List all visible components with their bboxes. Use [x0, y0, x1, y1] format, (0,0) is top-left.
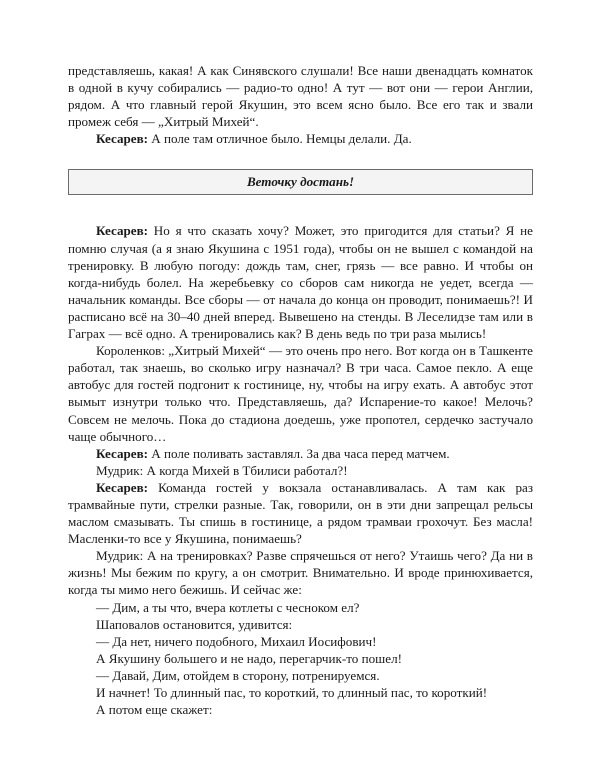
dialogue-paragraph — [68, 445, 533, 462]
paragraph-text: Шаповалов остановится, удивится: — [96, 616, 293, 632]
speaker-label: Кесарев: — [96, 445, 149, 461]
dialogue-paragraph — [68, 599, 533, 616]
dialogue-paragraph — [68, 479, 533, 547]
dialogue-line — [68, 701, 533, 718]
paragraph-text: А поле поливать заставлял. За два часа перед матчем. — [148, 445, 450, 461]
speaker-label: Кесарев: — [96, 223, 149, 239]
paragraph-text: А когда Михей в Тбилиси работал?! — [143, 462, 348, 478]
narration-line — [68, 684, 533, 701]
dialogue-paragraph — [68, 547, 533, 598]
section-heading: Веточку достань! — [68, 169, 533, 195]
dialogue-paragraph — [68, 616, 533, 633]
dialogue-line — [68, 633, 533, 650]
paragraph-text: А поле там отличное было. Немцы делали. Да. — [148, 131, 412, 147]
dialogue-paragraph — [68, 342, 533, 445]
paragraph-text: А на тренировках? Разве спрячешься от него? Утаишь чего? Да ни в жизнь! Мы бежим по кругу, а он смотрит. Внимательно. И вроде принюхивается, когда ты мимо него бежишь. И сейчас же: — [68, 548, 533, 598]
spacer-above-heading — [68, 147, 533, 169]
speaker-label: Кесарев: — [96, 479, 149, 495]
text-column — [68, 62, 533, 718]
dialogue-paragraph — [68, 462, 533, 479]
spacer-below-heading — [68, 195, 533, 222]
speaker-label: Кесарев: — [96, 131, 149, 147]
paragraph-text: А Якушину большего и не надо, перегарчик-то пошел! — [96, 650, 402, 666]
paragraph-text: И начнет! То длинный пас, то короткий, то длинный пас, то короткий! — [96, 685, 488, 700]
dialogue-paragraph — [68, 222, 533, 342]
paragraph-text: А потом еще скажет: — [96, 702, 213, 718]
dialogue-paragraph — [68, 130, 533, 147]
paragraph-text: „Хитрый Михей“ — это очень про него. Вот когда он в Ташкенте работал, так знаешь, во сколько игру назначал? В три часа. Самое пекло. А еще автобус для гостей подгонит к гостинице, ну, чтобы на игру ехать. А автобус этот вымыт изнутри только что. Представляешь, да? Испарение-то какое! Мелочь? Совсем не мелочь. Пока до стадиона доедешь, уже пропотел, сердечко застучало чаще обычного… — [68, 343, 533, 444]
paragraph-text: — Да нет, ничего подобного, Михаил Иосифович! — [96, 633, 377, 649]
speaker-label: Мудрик: — [96, 462, 144, 478]
paragraph-text: — Дим, а ты что, вчера котлеты с чесноком ел? — [96, 599, 360, 615]
dialogue-line — [68, 667, 533, 684]
paragraph-text: Команда гостей у вокзала останавливалась. А там как раз трамвайные пути, стрелки разные. Так, говорили, он в эти дни запрещал рельсы маслом смазывать. Ты спишь в гостинице, а рядом трамваи грохочут. Без масла! Масленки-то все у Якушина, понимаешь? — [68, 479, 533, 547]
paragraph-text: представляешь, какая! А как Синявского слушали! Все наши двенадцать комнаток в одной в кучу собирались — радио-то одно! А тут — вот они — герои Англии, рядом. А что главный герой Якушин, это всем ясно было. Все его так и звали промеж себя — „Хитрый Михей“. — [68, 63, 533, 130]
paragraph-continuation — [68, 62, 533, 130]
narration-line — [68, 650, 533, 667]
paragraph-text: Но я что сказать хочу? Может, это пригодится для статьи? Я не помню случая (а я знаю Якушина с 1951 года), чтобы он не вышел с командой на тренировку. В любую погоду: дождь там, снег, грязь — все равно. И чтобы он когда-нибудь болел. На жеребьевку со сборов сам никогда не уедет, всегда — начальник команды. Все сборы — от начала до конца он проводит, понимаешь?! И расписано всё на 30–40 дней вперед. Вывешено на стенды. В Леселидзе там или в Гаграх — всё одно. А тренировались как? В день ведь по три раза мылись! — [68, 223, 533, 342]
paragraph-text: — Давай, Дим, отойдем в сторону, потренируемся. — [96, 667, 380, 683]
speaker-label: Мудрик: — [96, 548, 144, 564]
speaker-label: Короленков: — [96, 343, 165, 359]
